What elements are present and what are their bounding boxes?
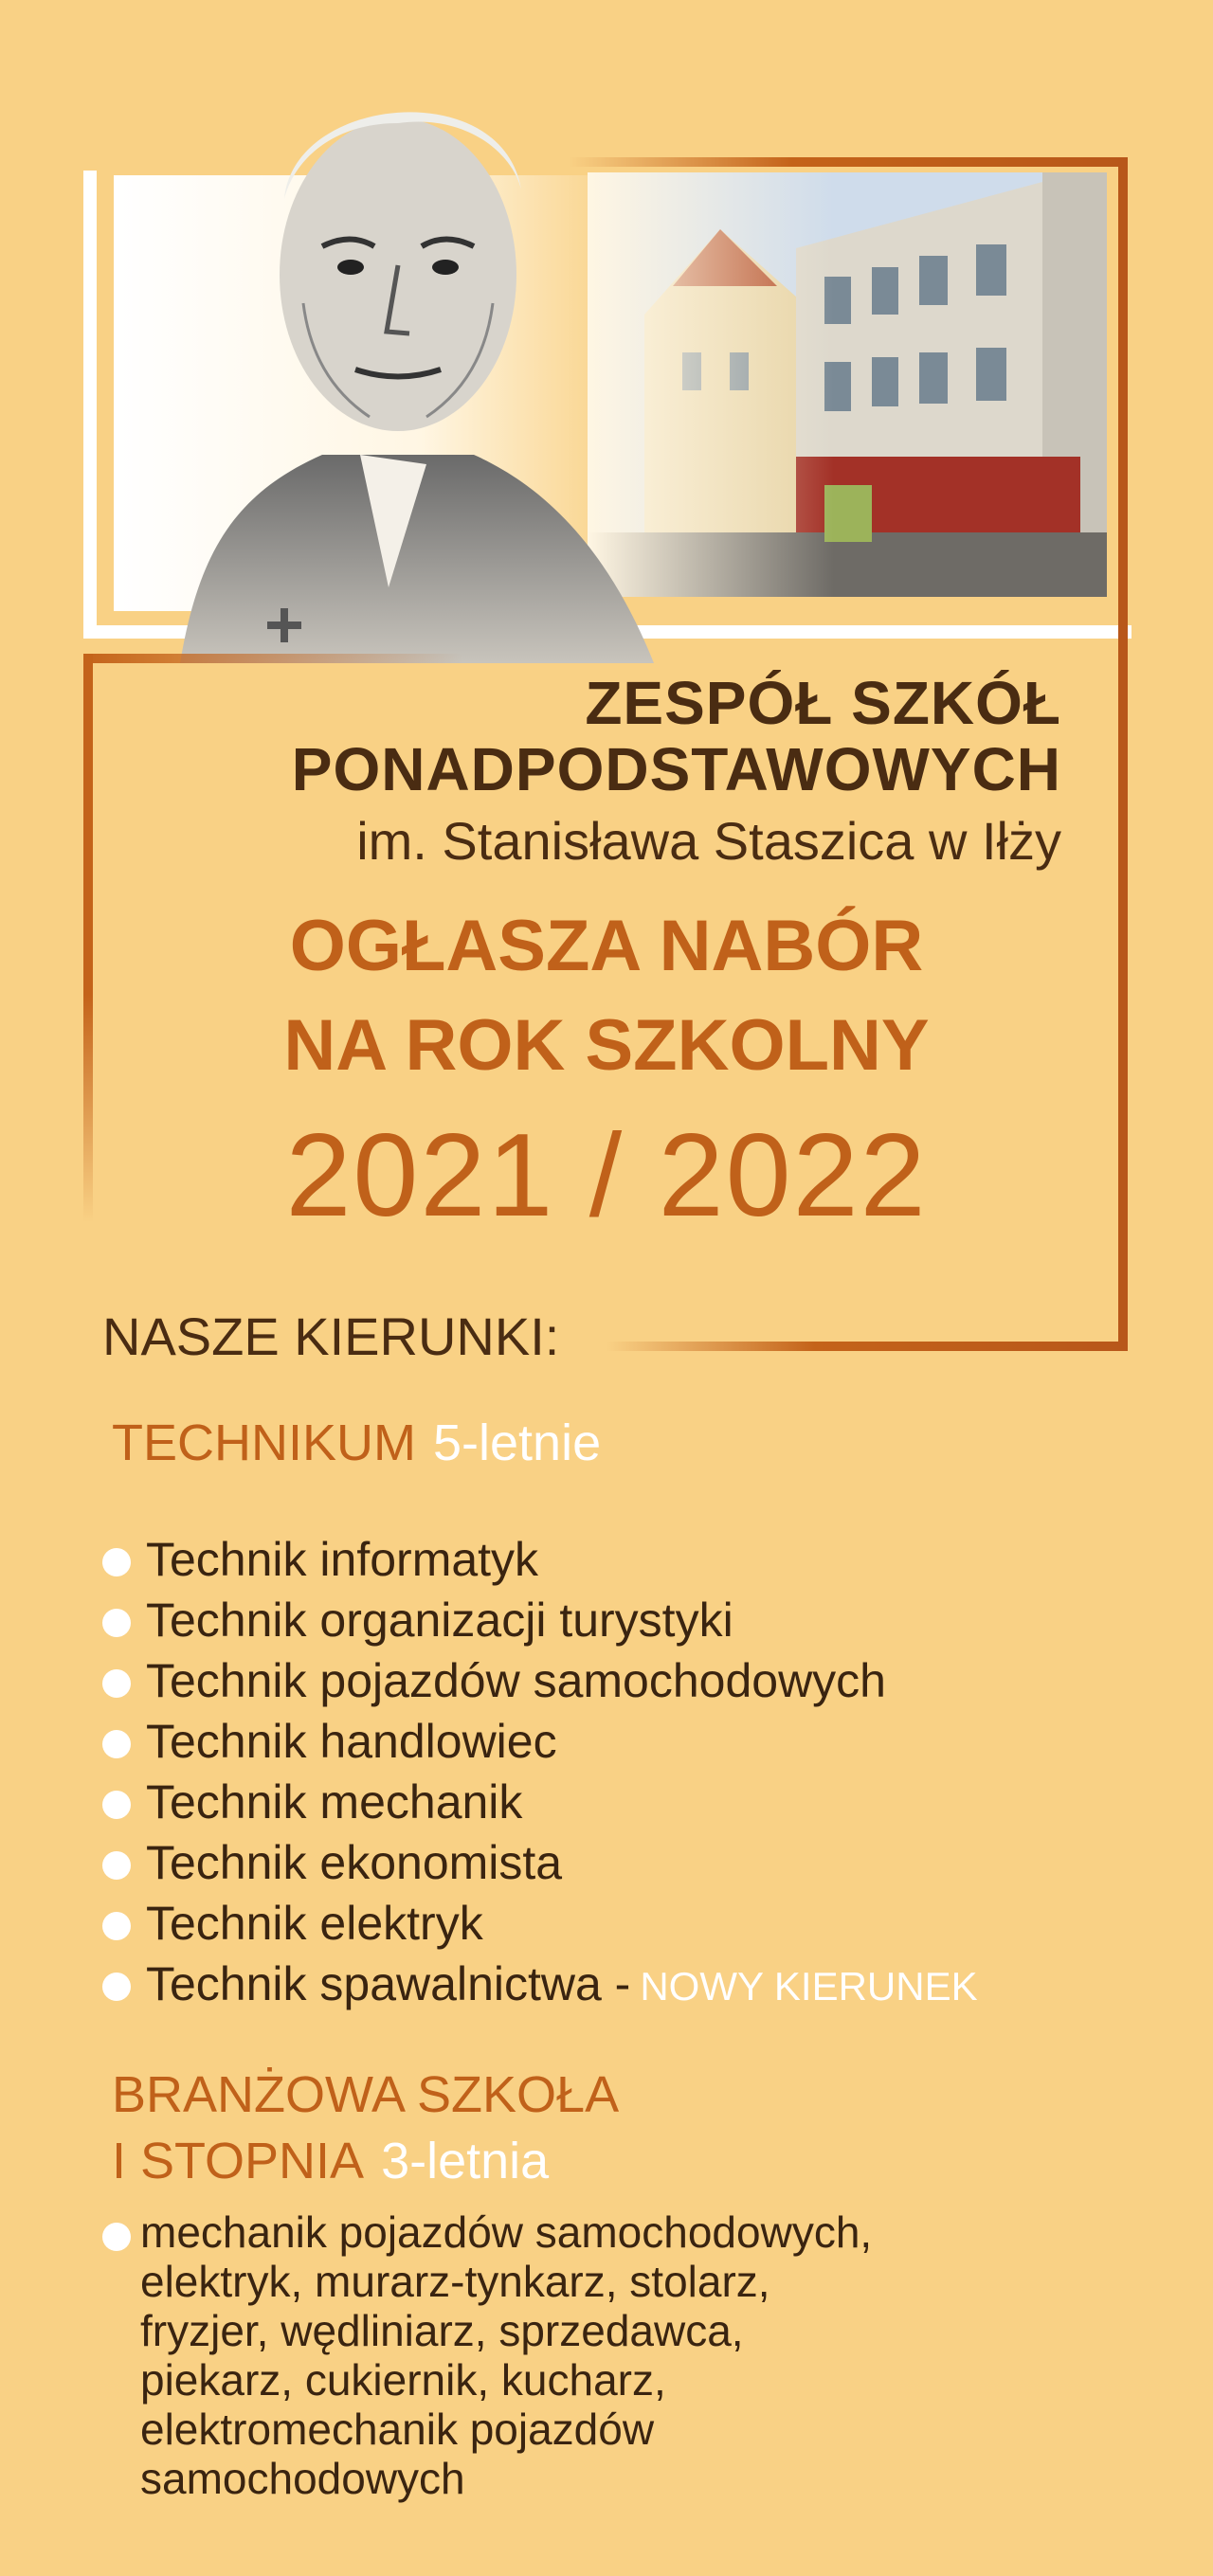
technikum-list	[102, 1529, 978, 2017]
list-item: Technik elektryk	[102, 1893, 978, 1954]
technikum-duration: 5-letnie	[433, 1414, 602, 1471]
bullet-icon	[102, 1609, 131, 1637]
new-direction-tag: NOWY KIERUNEK	[640, 1964, 978, 2009]
list-item: Technik mechanik	[102, 1772, 978, 1832]
bullet-icon	[102, 1791, 131, 1819]
branzowa-title-line1: BRANŻOWA SZKOŁA	[112, 2066, 620, 2123]
list-item: Technik informatyk	[102, 1529, 978, 1590]
branzowa-title-line2: I STOPNIA	[112, 2133, 365, 2189]
branzowa-heading	[112, 2132, 549, 2190]
list-item: Technik handlowiec	[102, 1711, 978, 1772]
technikum-title: TECHNIKUM	[112, 1414, 416, 1471]
bullet-icon	[102, 1669, 131, 1698]
frame-orange-bottom	[606, 1342, 1128, 1351]
frame-orange-top	[569, 157, 1128, 167]
bullet-icon	[102, 1973, 131, 2001]
list-item: Technik spawalnictwa - NOWY KIERUNEK	[102, 1954, 978, 2017]
list-item: Technik ekonomista	[102, 1832, 978, 1893]
school-year: 2021 / 2022	[285, 1110, 928, 1241]
technikum-heading	[112, 1414, 601, 1472]
bullet-icon	[102, 1548, 131, 1576]
list-item: Technik pojazdów samochodowych	[102, 1650, 978, 1711]
branzowa-duration: 3-letnia	[381, 2133, 550, 2189]
announcement-line1: OGŁASZA NABÓR	[289, 906, 924, 986]
staszic-portrait	[161, 57, 692, 663]
announcement-line2: NA ROK SZKOLNY	[283, 1005, 930, 1086]
bullet-icon	[102, 1851, 131, 1880]
school-name-line2: PONADPODSTAWOWYCH	[291, 735, 1061, 803]
bullet-icon	[102, 1912, 131, 1940]
branzowa-professions: mechanik pojazdów samochodowych, elektryk, murarz-tynkarz, stolarz, fryzjer, wędliniarz, sprzedawca, piekarz, cukiernik, kucharz, elektromechanik pojazdów samochodowych	[140, 2207, 873, 2503]
bullet-icon	[102, 2223, 131, 2251]
frame-orange-mid	[83, 654, 462, 663]
directions-title: NASZE KIERUNKI:	[102, 1306, 560, 1366]
bullet-icon	[102, 1730, 131, 1758]
school-name-line1: ZESPÓŁ SZKÓŁ	[585, 669, 1061, 737]
school-patron: im. Stanisława Staszica w Iłży	[356, 811, 1061, 871]
list-item: Technik organizacji turystyki	[102, 1590, 978, 1650]
